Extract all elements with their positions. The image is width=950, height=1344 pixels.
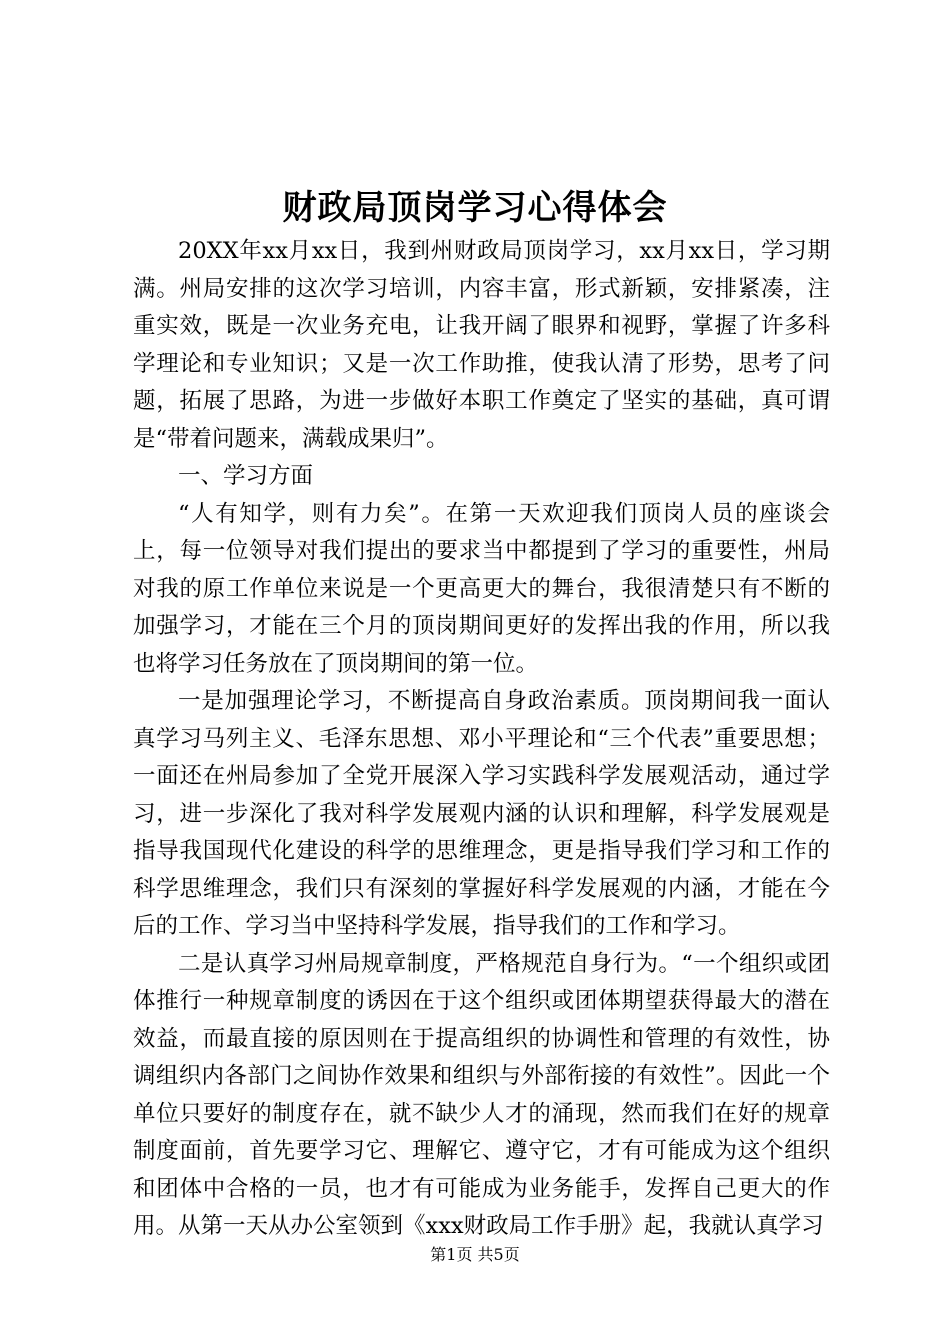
paragraph-rules: 二是认真学习州局规章制度，严格规范自身行为。“一个组织或团体推行一种规章制度的诱因在于这个组织或团体期望获得最大的潜在效益，而最直接的原因则在于提高组织的协调性和管理的有效性，协调组织内各部门之间协作效果和组织与外部衔接的有效性”。因此一个单位只要好的制度存在，就不缺少人才的涌现，然而我们在好的规章制度面前，首先要学习它、理解它、遵守它，才有可能成为这个组织和团体中合格的一员，也才有可能成为业务能手，发挥自己更大的作用。从第一天从办公室领到《xxx财政局工作手册》起，我就认真学习 xyxy=(133,950,830,1239)
paragraph-knowledge: “人有知学，则有力矣”。在第一天欢迎我们顶岗人员的座谈会上，每一位领导对我们提出的要求当中都提到了学习的重要性，州局对我的原工作单位来说是一个更高更大的舞台，我很清楚只有不断的加强学习，才能在三个月的顶岗期间更好的发挥出我的作用，所以我也将学习任务放在了顶岗期间的第一位。 xyxy=(133,500,830,677)
paragraph-intro: 20XX年xx月xx日，我到州财政局顶岗学习，xx月xx日，学习期满。州局安排的这次学习培训，内容丰富，形式新颖，安排紧凑，注重实效，既是一次业务充电，让我开阔了眼界和视野，掌握了许多科学理论和专业知识；又是一次工作助推，使我认清了形势，思考了问题，拓展了思路，为进一步做好本职工作奠定了坚实的基础，真可谓是“带着问题来，满载成果归”。 xyxy=(133,238,830,452)
paragraph-theory: 一是加强理论学习，不断提高自身政治素质。顶岗期间我一面认真学习马列主义、毛泽东思想、邓小平理论和“三个代表”重要思想；一面还在州局参加了全党开展深入学习实践科学发展观活动，通过学习，进一步深化了我对科学发展观内涵的认识和理解，科学发展观是指导我国现代化建设的科学的思维理念，更是指导我们学习和工作的科学思维理念，我们只有深刻的掌握好科学发展观的内涵，才能在今后的工作、学习当中坚持科学发展，指导我们的工作和学习。 xyxy=(133,688,830,939)
section-heading-study: 一、学习方面 xyxy=(178,463,314,489)
document-title: 财政局顶岗学习心得体会 xyxy=(282,188,668,228)
document-body xyxy=(133,233,830,1246)
page-number: 第1页 共5页 xyxy=(430,1245,520,1264)
